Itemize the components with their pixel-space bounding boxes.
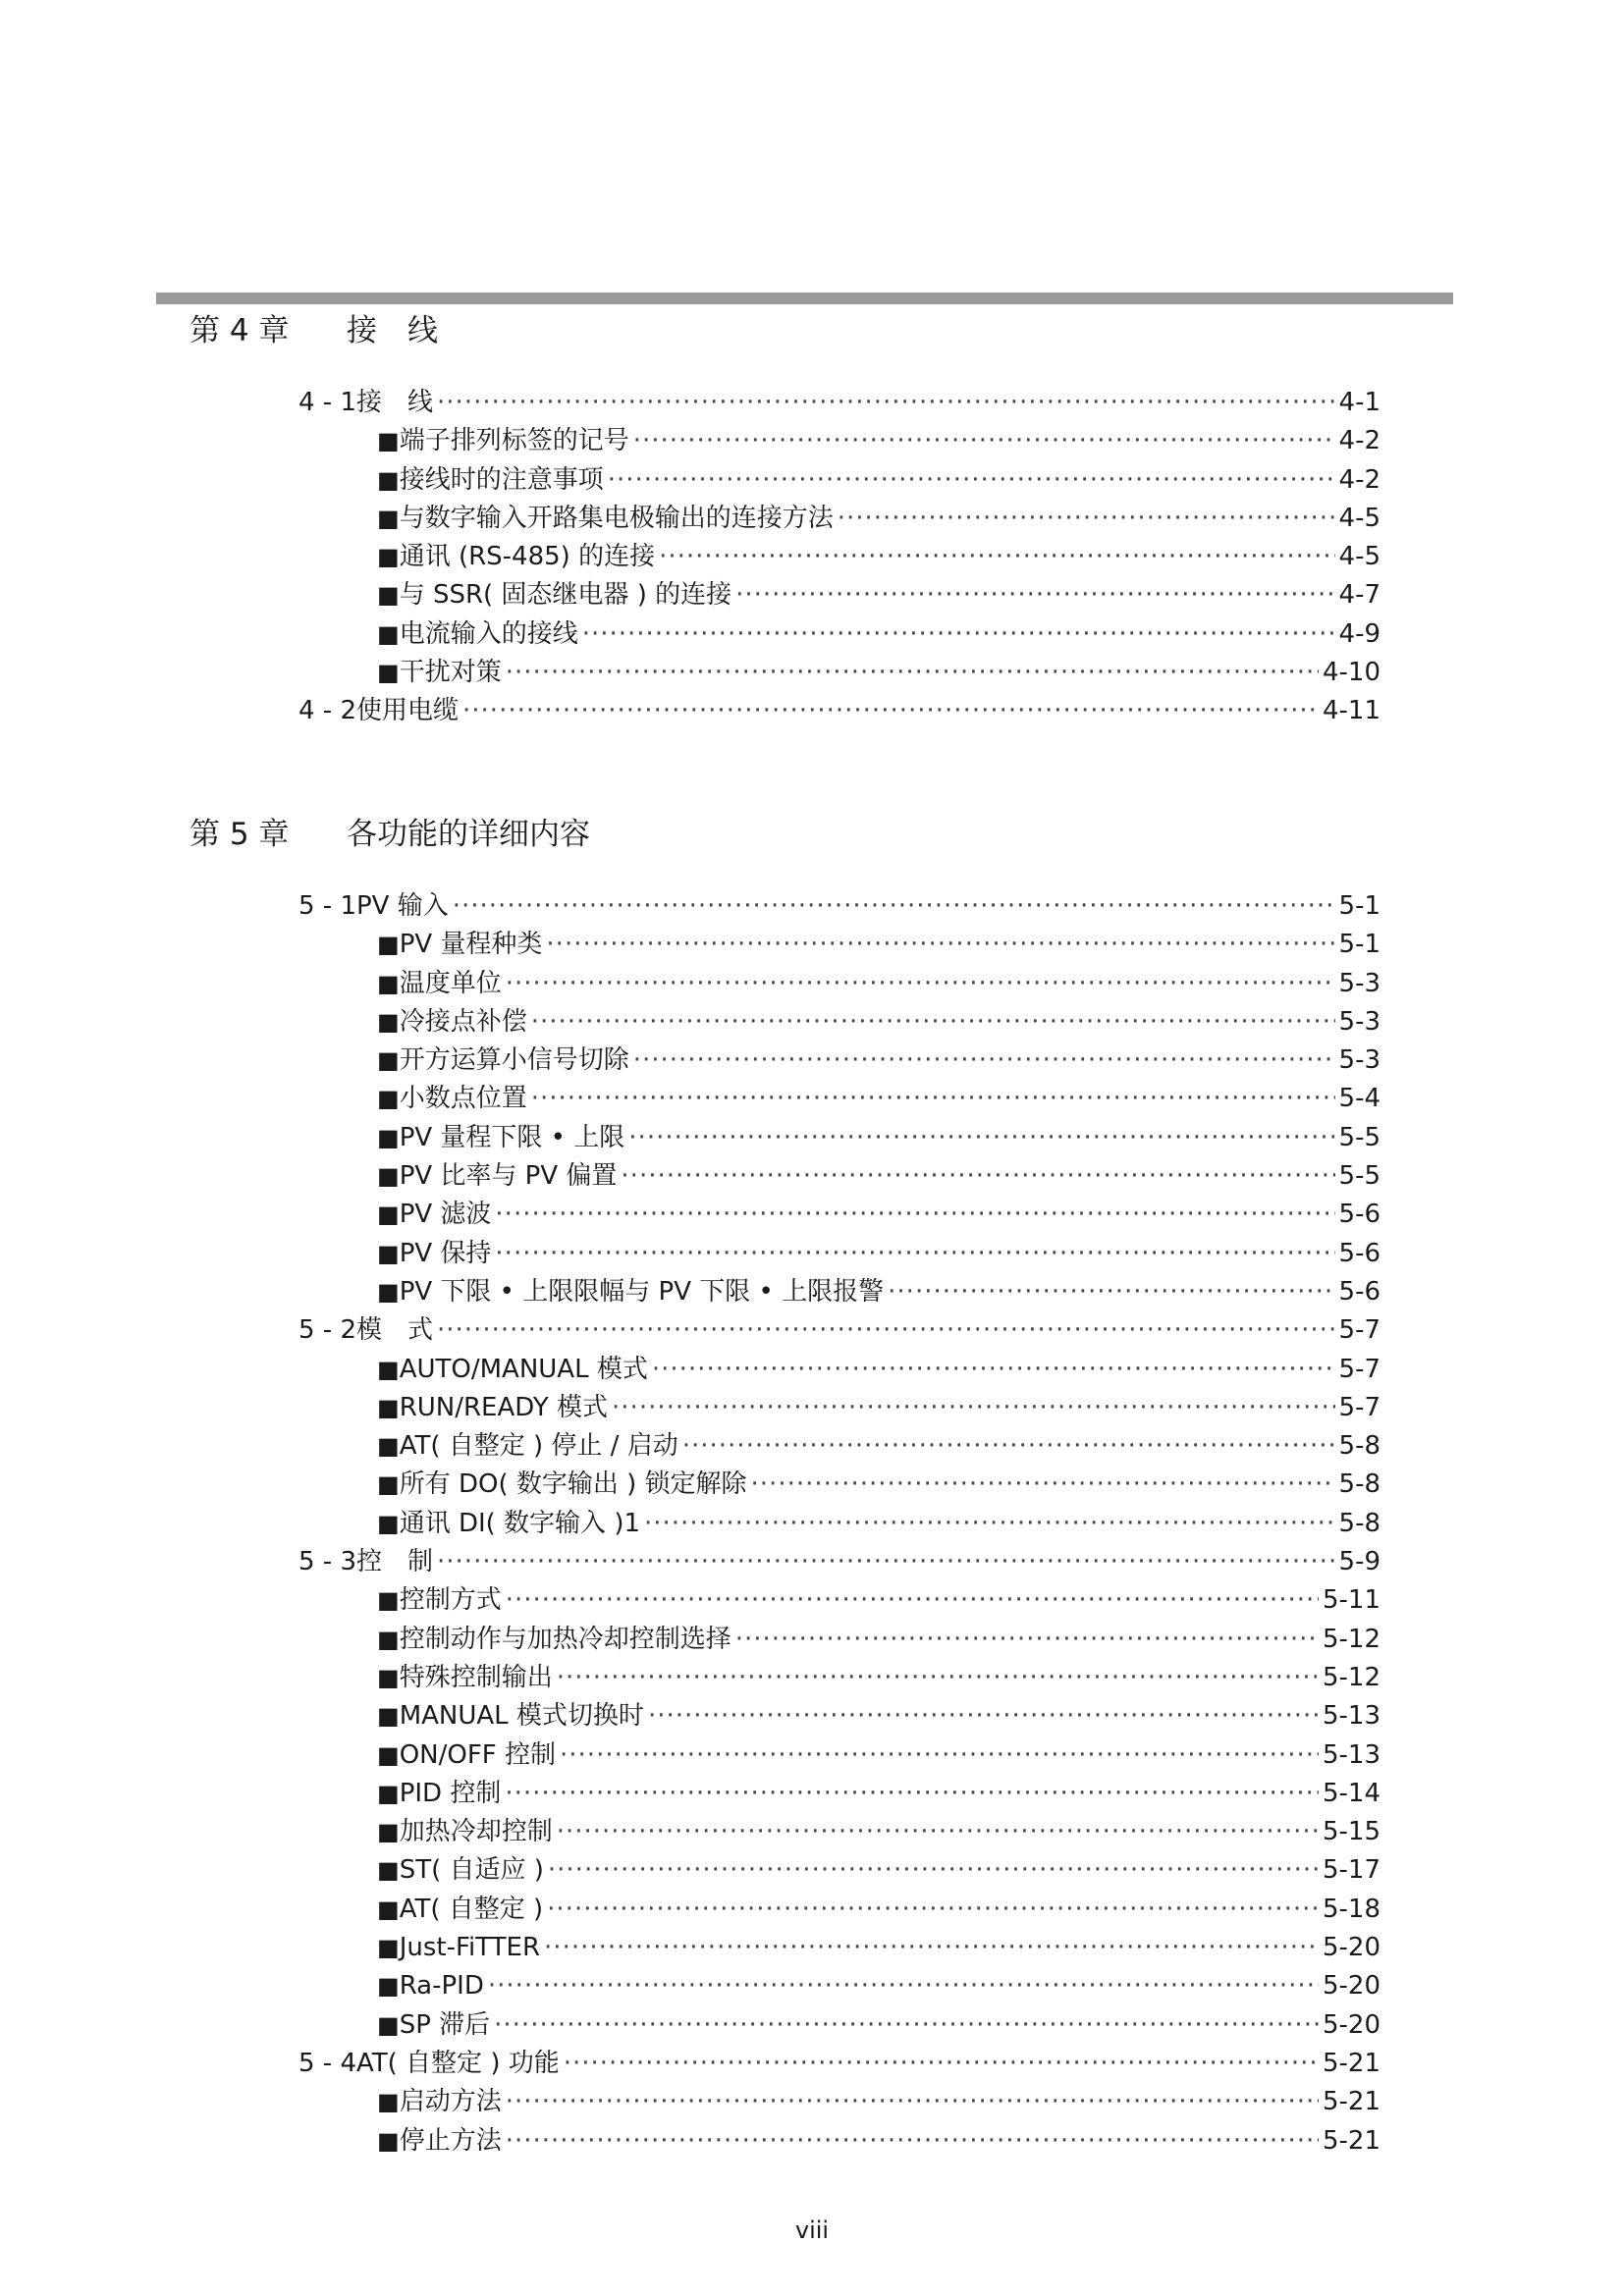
dot-leader	[495, 1196, 1334, 1234]
section-number: 4 - 1	[298, 388, 356, 417]
toc-item-entry[interactable]	[295, 1351, 1380, 1389]
dot-leader	[495, 1235, 1334, 1273]
entry-label: 小数点位置	[399, 1084, 527, 1114]
square-bullet-icon: ■	[377, 1934, 400, 1962]
dot-leader	[560, 1736, 1319, 1775]
square-bullet-icon: ■	[377, 1201, 400, 1229]
entry-page-number: 5-17	[1322, 1855, 1380, 1886]
square-bullet-icon: ■	[377, 427, 400, 455]
toc-item-entry[interactable]	[295, 1581, 1380, 1620]
dot-leader	[505, 1775, 1319, 1813]
chapter-5-heading	[189, 810, 590, 859]
square-bullet-icon: ■	[377, 1393, 400, 1421]
entry-page-number: 5-6	[1338, 1276, 1380, 1307]
dot-leader	[437, 1311, 1335, 1350]
square-bullet-icon: ■	[377, 1895, 400, 1923]
square-bullet-icon: ■	[377, 465, 400, 494]
dot-leader	[531, 1003, 1335, 1041]
toc-item-entry[interactable]	[295, 2006, 1380, 2045]
square-bullet-icon: ■	[377, 504, 400, 532]
square-bullet-icon: ■	[377, 659, 400, 687]
chapter-4-toc	[295, 384, 1380, 731]
page-number: viii	[794, 2216, 830, 2244]
square-bullet-icon: ■	[377, 543, 400, 571]
entry-page-number: 5-9	[1338, 1547, 1380, 1577]
square-bullet-icon: ■	[377, 619, 400, 648]
entry-label: PV 保持	[399, 1238, 492, 1268]
square-bullet-icon: ■	[377, 1123, 400, 1151]
chapter-title: 接 线	[347, 313, 438, 348]
section-number: 5 - 1	[298, 891, 356, 921]
square-bullet-icon: ■	[377, 2126, 400, 2155]
toc-item-entry[interactable]	[295, 1736, 1380, 1775]
entry-page-number: 5-5	[1338, 1161, 1380, 1192]
entry-label: Just-FiTTER	[399, 1933, 541, 1963]
dot-leader	[838, 500, 1335, 538]
entry-page-number: 5-12	[1322, 1662, 1380, 1692]
entry-label: AT( 自整定 ) 功能	[356, 2048, 560, 2078]
square-bullet-icon: ■	[377, 1277, 400, 1306]
toc-item-entry[interactable]	[295, 1967, 1380, 2005]
entry-page-number: 5-20	[1322, 1971, 1380, 2002]
dot-leader	[488, 1967, 1319, 2005]
toc-item-entry[interactable]	[295, 1080, 1380, 1118]
square-bullet-icon: ■	[377, 2010, 400, 2039]
chapter-title: 各功能的详细内容	[347, 817, 590, 852]
dot-leader	[506, 654, 1319, 692]
header-rule	[156, 293, 1453, 304]
square-bullet-icon: ■	[377, 1470, 400, 1499]
toc-item-entry[interactable]	[295, 2122, 1380, 2161]
chapter-4-heading	[189, 306, 438, 355]
entry-label: 停止方法	[399, 2125, 502, 2156]
toc-item-entry[interactable]	[295, 1041, 1380, 1080]
toc-section-entry[interactable]	[295, 384, 1380, 422]
entry-page-number: 5-3	[1338, 968, 1380, 998]
dot-leader	[735, 576, 1334, 614]
entry-page-number: 5-13	[1322, 1739, 1380, 1770]
entry-page-number: 5-11	[1322, 1585, 1380, 1616]
entry-page-number: 4-10	[1322, 658, 1380, 688]
square-bullet-icon: ■	[377, 1162, 400, 1191]
entry-page-number: 5-8	[1338, 1469, 1380, 1500]
square-bullet-icon: ■	[377, 1625, 400, 1653]
dot-leader	[437, 384, 1335, 422]
entry-page-number: 5-7	[1338, 1354, 1380, 1384]
entry-page-number: 5-18	[1322, 1894, 1380, 1924]
entry-label: 控制动作与加热冷却控制选择	[399, 1624, 731, 1654]
dot-leader	[751, 1466, 1335, 1504]
dot-leader	[506, 965, 1335, 1003]
toc-item-entry[interactable]	[295, 1659, 1380, 1697]
dot-leader	[582, 615, 1335, 654]
toc-item-entry[interactable]	[295, 1157, 1380, 1196]
square-bullet-icon: ■	[377, 1702, 400, 1731]
entry-label: 接线时的注意事项	[399, 464, 604, 495]
square-bullet-icon: ■	[377, 1007, 400, 1036]
entry-page-number: 4-2	[1338, 426, 1380, 456]
section-number: 5 - 4	[298, 2048, 356, 2078]
toc-section-entry[interactable]	[295, 1543, 1380, 1581]
toc-item-entry[interactable]	[295, 1505, 1380, 1543]
toc-item-entry[interactable]	[295, 500, 1380, 538]
toc-item-entry[interactable]	[295, 1466, 1380, 1504]
entry-label: AT( 自整定 ) 停止 / 启动	[399, 1431, 678, 1462]
entry-label: 干扰对策	[399, 658, 502, 688]
entry-page-number: 4-5	[1338, 503, 1380, 533]
dot-leader	[612, 1389, 1335, 1427]
square-bullet-icon: ■	[377, 931, 400, 959]
dot-leader	[628, 1119, 1334, 1157]
entry-label: 启动方法	[399, 2087, 502, 2117]
toc-item-entry[interactable]	[295, 422, 1380, 460]
toc-item-entry[interactable]	[295, 1235, 1380, 1273]
entry-label: AUTO/MANUAL 模式	[399, 1354, 648, 1384]
dot-leader	[531, 1080, 1335, 1118]
chapter-number: 第 4 章	[189, 313, 290, 348]
entry-label: PV 比率与 PV 偏置	[399, 1161, 618, 1192]
entry-label: 所有 DO( 数字输出 ) 锁定解除	[399, 1469, 747, 1500]
square-bullet-icon: ■	[377, 1355, 400, 1383]
dot-leader	[644, 1505, 1335, 1543]
toc-item-entry[interactable]	[295, 1929, 1380, 1967]
dot-leader	[557, 1813, 1319, 1851]
entry-page-number: 4-7	[1338, 580, 1380, 611]
toc-item-entry[interactable]	[295, 1427, 1380, 1466]
dot-leader	[506, 1581, 1319, 1620]
entry-label: 控制方式	[399, 1585, 502, 1616]
dot-leader	[888, 1273, 1334, 1311]
toc-item-entry[interactable]	[295, 615, 1380, 654]
entry-page-number: 5-6	[1338, 1200, 1380, 1230]
entry-page-number: 5-8	[1338, 1431, 1380, 1462]
toc-item-entry[interactable]	[295, 654, 1380, 692]
entry-page-number: 5-21	[1322, 2125, 1380, 2156]
entry-page-number: 5-21	[1322, 2048, 1380, 2078]
entry-label: 通讯 DI( 数字输入 )1	[399, 1508, 640, 1538]
dot-leader	[547, 1891, 1319, 1929]
square-bullet-icon: ■	[377, 1856, 400, 1885]
dot-leader	[652, 1351, 1335, 1389]
toc-item-entry[interactable]	[295, 1891, 1380, 1929]
dot-leader	[621, 1157, 1334, 1196]
dot-leader	[494, 2006, 1319, 2045]
dot-leader	[506, 2083, 1319, 2121]
toc-item-entry[interactable]	[295, 1196, 1380, 1234]
entry-label: AT( 自整定 )	[399, 1894, 544, 1924]
entry-label: 冷接点补偿	[399, 1006, 527, 1037]
entry-label: Ra-PID	[399, 1971, 484, 2002]
entry-page-number: 5-14	[1322, 1778, 1380, 1808]
entry-label: PV 量程种类	[399, 930, 543, 960]
toc-section-entry[interactable]	[295, 1311, 1380, 1350]
toc-item-entry[interactable]	[295, 1775, 1380, 1813]
entry-page-number: 5-3	[1338, 1006, 1380, 1037]
entry-page-number: 5-7	[1338, 1392, 1380, 1422]
toc-item-entry[interactable]	[295, 965, 1380, 1003]
toc-item-entry[interactable]	[295, 576, 1380, 614]
entry-label: 通讯 (RS-485) 的连接	[399, 542, 656, 572]
entry-label: ST( 自适应 )	[399, 1855, 544, 1886]
toc-item-entry[interactable]	[295, 926, 1380, 964]
dot-leader	[608, 461, 1335, 500]
section-number: 4 - 2	[298, 696, 356, 726]
entry-page-number: 5-7	[1338, 1315, 1380, 1346]
entry-label: PV 滤波	[399, 1200, 492, 1230]
entry-page-number: 4-9	[1338, 618, 1380, 649]
dot-leader	[546, 926, 1334, 964]
toc-item-entry[interactable]	[295, 1621, 1380, 1659]
entry-label: PID 控制	[399, 1778, 502, 1808]
entry-label: 端子排列标签的记号	[399, 426, 629, 456]
entry-label: 加热冷却控制	[399, 1817, 553, 1847]
square-bullet-icon: ■	[377, 581, 400, 610]
entry-page-number: 5-20	[1322, 1933, 1380, 1963]
entry-label: 温度单位	[399, 968, 502, 998]
entry-page-number: 5-1	[1338, 891, 1380, 921]
entry-page-number: 5-5	[1338, 1122, 1380, 1152]
entry-label: PV 量程下限 • 上限	[399, 1122, 625, 1152]
chapter-5-toc	[295, 887, 1380, 2161]
toc-item-entry[interactable]	[295, 538, 1380, 576]
entry-label: 模 式	[356, 1315, 434, 1346]
toc-section-entry[interactable]	[295, 2045, 1380, 2083]
entry-page-number: 5-8	[1338, 1508, 1380, 1538]
dot-leader	[453, 887, 1335, 926]
entry-page-number: 5-21	[1322, 2087, 1380, 2117]
entry-page-number: 4-1	[1338, 388, 1380, 417]
toc-item-entry[interactable]	[295, 461, 1380, 500]
toc-section-entry[interactable]	[295, 887, 1380, 926]
entry-label: 电流输入的接线	[399, 618, 578, 649]
toc-item-entry[interactable]	[295, 1697, 1380, 1735]
toc-item-entry[interactable]	[295, 1389, 1380, 1427]
entry-page-number: 5-12	[1322, 1624, 1380, 1654]
entry-page-number: 5-3	[1338, 1045, 1380, 1076]
entry-label: 特殊控制输出	[399, 1662, 553, 1692]
entry-page-number: 5-1	[1338, 930, 1380, 960]
dot-leader	[633, 422, 1335, 460]
dot-leader	[659, 538, 1334, 576]
square-bullet-icon: ■	[377, 1972, 400, 2001]
entry-page-number: 4-5	[1338, 542, 1380, 572]
square-bullet-icon: ■	[377, 1779, 400, 1807]
square-bullet-icon: ■	[377, 1740, 400, 1769]
toc-item-entry[interactable]	[295, 1273, 1380, 1311]
entry-page-number: 5-4	[1338, 1084, 1380, 1114]
square-bullet-icon: ■	[377, 1663, 400, 1691]
toc-item-entry[interactable]	[295, 1119, 1380, 1157]
entry-page-number: 4-11	[1322, 696, 1380, 726]
entry-label: 接 线	[356, 388, 434, 417]
dot-leader	[633, 1041, 1335, 1080]
section-number: 5 - 3	[298, 1547, 356, 1577]
square-bullet-icon: ■	[377, 1432, 400, 1461]
entry-label: 使用电缆	[356, 696, 460, 726]
dot-leader	[437, 1543, 1335, 1581]
entry-page-number: 5-6	[1338, 1238, 1380, 1268]
toc-item-entry[interactable]	[295, 1003, 1380, 1041]
dot-leader	[735, 1621, 1319, 1659]
entry-label: SP 滞后	[399, 2009, 491, 2040]
square-bullet-icon: ■	[377, 1239, 400, 1267]
square-bullet-icon: ■	[377, 1046, 400, 1075]
entry-label: ON/OFF 控制	[399, 1739, 557, 1770]
entry-label: 与 SSR( 固态继电器 ) 的连接	[399, 580, 732, 611]
dot-leader	[648, 1697, 1319, 1735]
entry-label: RUN/READY 模式	[399, 1392, 609, 1422]
dot-leader	[557, 1659, 1319, 1697]
square-bullet-icon: ■	[377, 969, 400, 997]
section-number: 5 - 2	[298, 1315, 356, 1346]
dot-leader	[506, 2122, 1319, 2161]
entry-label: 开方运算小信号切除	[399, 1045, 629, 1076]
square-bullet-icon: ■	[377, 1509, 400, 1537]
toc-item-entry[interactable]	[295, 1813, 1380, 1851]
dot-leader	[682, 1427, 1335, 1466]
square-bullet-icon: ■	[377, 2088, 400, 2116]
toc-item-entry[interactable]	[295, 2083, 1380, 2121]
chapter-number: 第 5 章	[189, 817, 290, 852]
square-bullet-icon: ■	[377, 1085, 400, 1113]
entry-label: PV 下限 • 上限限幅与 PV 下限 • 上限报警	[399, 1276, 885, 1307]
dot-leader	[564, 2045, 1319, 2083]
dot-leader	[548, 1851, 1319, 1890]
entry-page-number: 5-15	[1322, 1817, 1380, 1847]
square-bullet-icon: ■	[377, 1586, 400, 1615]
square-bullet-icon: ■	[377, 1818, 400, 1846]
toc-item-entry[interactable]	[295, 1851, 1380, 1890]
dot-leader	[544, 1929, 1319, 1967]
entry-label: MANUAL 模式切换时	[399, 1701, 644, 1732]
entry-page-number: 5-20	[1322, 2009, 1380, 2040]
entry-label: 控 制	[356, 1547, 434, 1577]
entry-label: PV 输入	[356, 891, 449, 921]
dot-leader	[462, 692, 1319, 730]
entry-page-number: 5-13	[1322, 1701, 1380, 1732]
entry-page-number: 4-2	[1338, 464, 1380, 495]
entry-label: 与数字输入开路集电极输出的连接方法	[399, 503, 834, 533]
toc-section-entry[interactable]	[295, 692, 1380, 730]
